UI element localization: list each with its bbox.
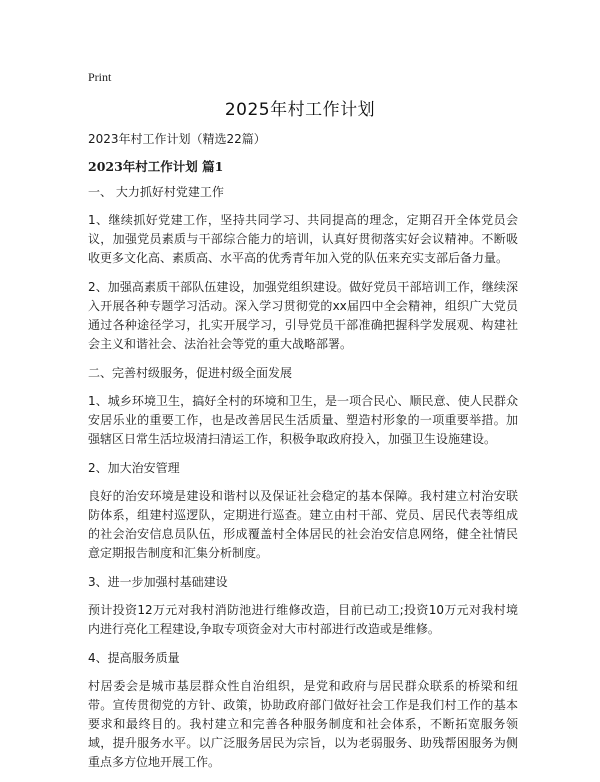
section-title: 2023年村工作计划 篇1	[88, 159, 224, 174]
heading-4: 3、进一步加强村基础建设	[88, 575, 228, 589]
document-title: 2025年村工作计划	[224, 100, 376, 120]
document-subtitle: 2023年村工作计划（精选22篇）	[88, 132, 266, 146]
heading-3: 2、加大治安管理	[88, 461, 180, 475]
paragraph-6: 村居委会是城市基层群众性自治组织，是党和政府与居民群众联系的桥梁和纽带。宣传贯彻党的方针、政策，协助政府部门做好社会工作是我们村工作的基本要求和最终目的。我村建立和完善各种服务制度和社会体系，不断拓宽服务领域，提升服务水平。以广泛服务居民为宗旨，以为老弱服务、助残帮困服务为侧重点多方位地开展工作。	[88, 679, 518, 769]
paragraph-1: 1、继续抓好党建工作，坚持共同学习、共同提高的理念，定期召开全体党员会议，加强党员素质与干部综合能力的培训，认真好贯彻落实好会议精神。不断吸收更多文化高、素质高、水平高的优秀青年加入党的队伍来充实支部后备力量。	[88, 213, 518, 265]
heading-1: 一、 大力抓好村党建工作	[88, 185, 224, 199]
paragraph-3: 1、城乡环境卫生，搞好全村的环境和卫生，是一项合民心、顺民意、使人民群众安居乐业的重要工作，也是改善居民生活质量、塑造村形象的一项重要举措。加强辖区日常生活垃圾清扫清运工作，积极争取政府投入，加强卫生设施建设。	[88, 394, 518, 446]
paragraph-5: 预计投资12万元对我村消防池进行维修改造，目前已动工;投资10万元对我村境内进行亮化工程建设,争取专项资金对大市村部进行改造或是维修。	[88, 603, 518, 636]
paragraph-4: 良好的治安环境是建设和谐村以及保证社会稳定的基本保障。我村建立村治安联防体系，组建村巡逻队，定期进行巡查。建立由村干部、党员、居民代表等组成的社会治安信息员队伍，形成覆盖村全体居民的社会治安信息网络，健全社情民意定期报告制度和汇集分析制度。	[88, 489, 518, 560]
heading-2: 二、完善村级服务，促进村级全面发展	[88, 366, 293, 380]
document-body	[88, 130, 518, 782]
heading-5: 4、提高服务质量	[88, 651, 180, 665]
print-link[interactable]: Print	[88, 70, 112, 84]
paragraph-2: 2、加强高素质干部队伍建设，加强党组织建设。做好党员干部培训工作，继续深入开展各种专题学习活动。深入学习贯彻党的xx届四中全会精神，组织广大党员通过各种途径学习，扎实开展学习，引导党员干部准确把握科学发展观、构建社会主义和谐社会、法治社会等党的重大战略部署。	[88, 280, 518, 351]
